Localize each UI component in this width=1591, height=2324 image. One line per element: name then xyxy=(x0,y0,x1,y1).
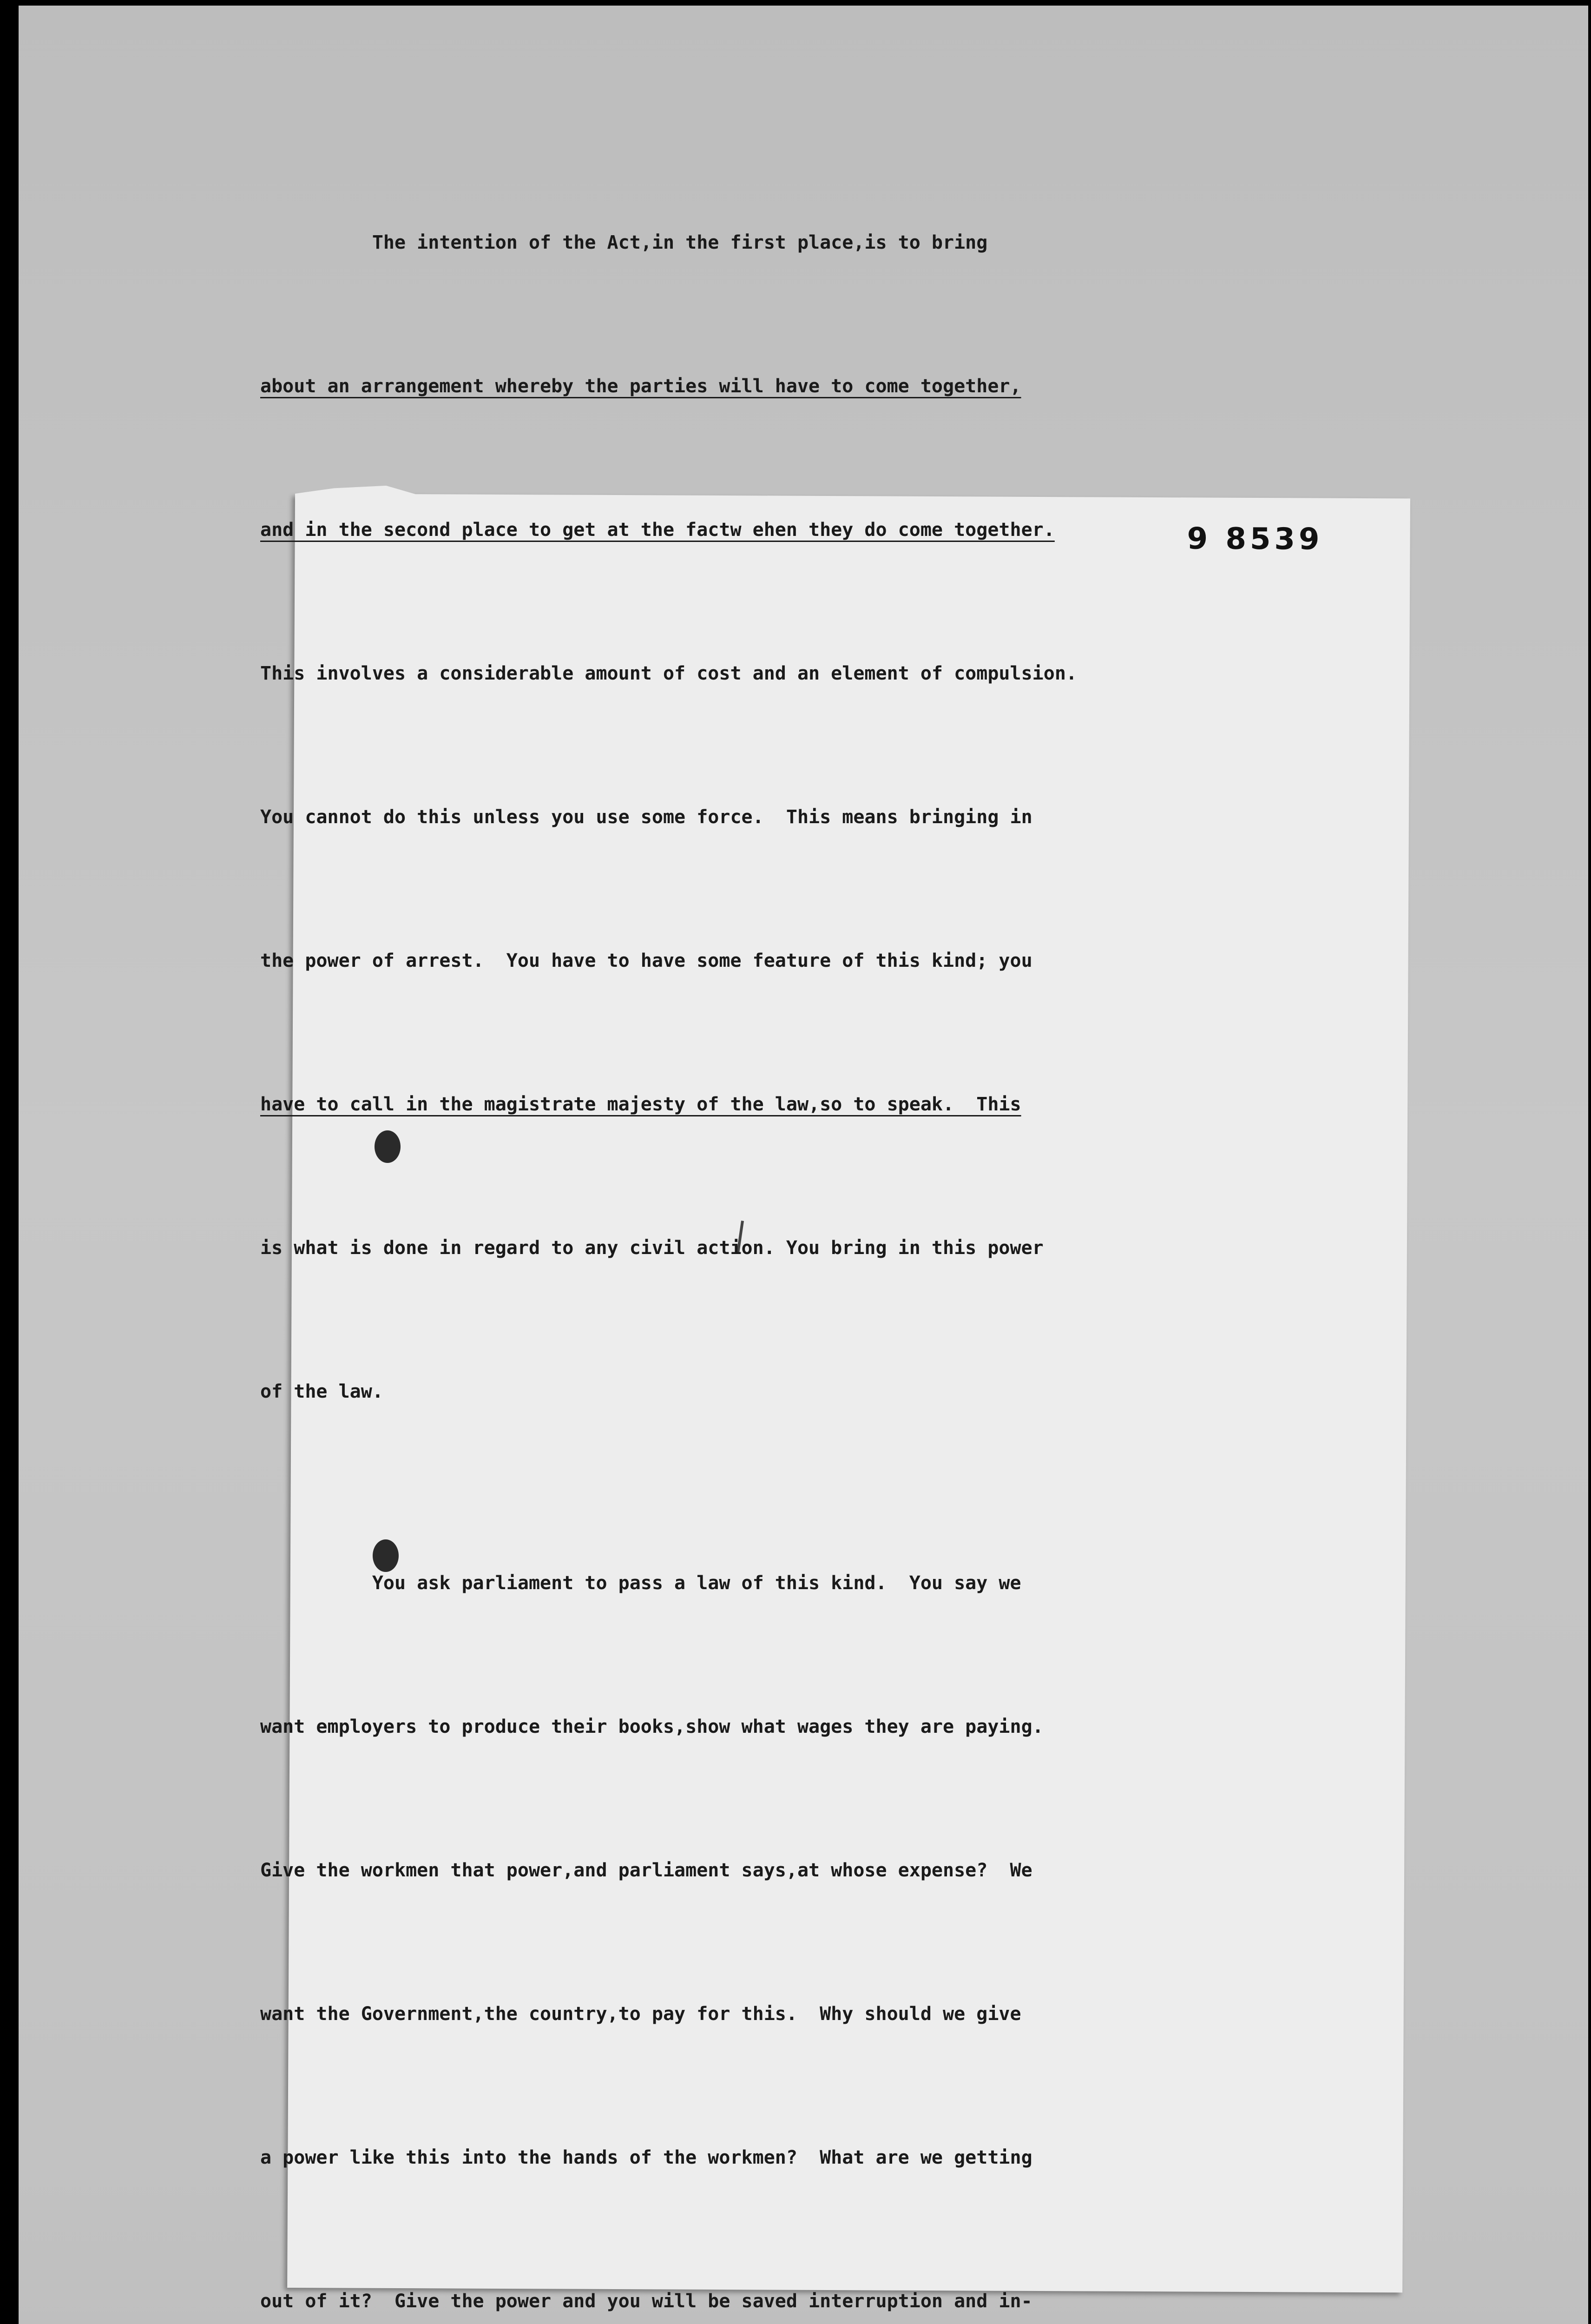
text-line: out of it? Give the power and you will be saved interruption and in- xyxy=(260,2291,1032,2312)
text-line: of the law. xyxy=(260,1381,383,1402)
text-line: about an arrangement whereby the parties will have to come together, xyxy=(260,376,1021,397)
text-line: is what is done in regard to any civil action. You bring in this power xyxy=(260,1237,1044,1259)
punch-hole xyxy=(373,1539,399,1572)
text-line: want the Government,the country,to pay for this. Why should we give xyxy=(260,2003,1021,2025)
document-body-text xyxy=(260,75,1143,2324)
text-line: You cannot do this unless you use some force. This means bringing in xyxy=(260,806,1032,828)
text-line: The intention of the Act,in the first place,is to bring xyxy=(260,232,988,253)
text-line: the power of arrest. You have to have some feature of this kind; you xyxy=(260,950,1032,971)
archive-board xyxy=(19,6,1588,2324)
page-number: 9 8539 xyxy=(1187,522,1323,557)
text-line: This involves a considerable amount of cost and an element of compulsion. xyxy=(260,663,1077,684)
text-line: have to call in the magistrate majesty of the law,so to speak. This xyxy=(260,1094,1021,1115)
text-line: and in the second place to get at the factw ehen they do come together. xyxy=(260,519,1055,541)
text-line: Give the workmen that power,and parliament says,at whose expense? We xyxy=(260,1860,1032,1881)
text-line: want employers to produce their books,show what wages they are paying. xyxy=(260,1716,1044,1737)
text-line: You ask parliament to pass a law of this kind. You say we xyxy=(260,1572,1021,1594)
punch-hole xyxy=(375,1130,401,1163)
text-line: a power like this into the hands of the workmen? What are we getting xyxy=(260,2147,1032,2168)
